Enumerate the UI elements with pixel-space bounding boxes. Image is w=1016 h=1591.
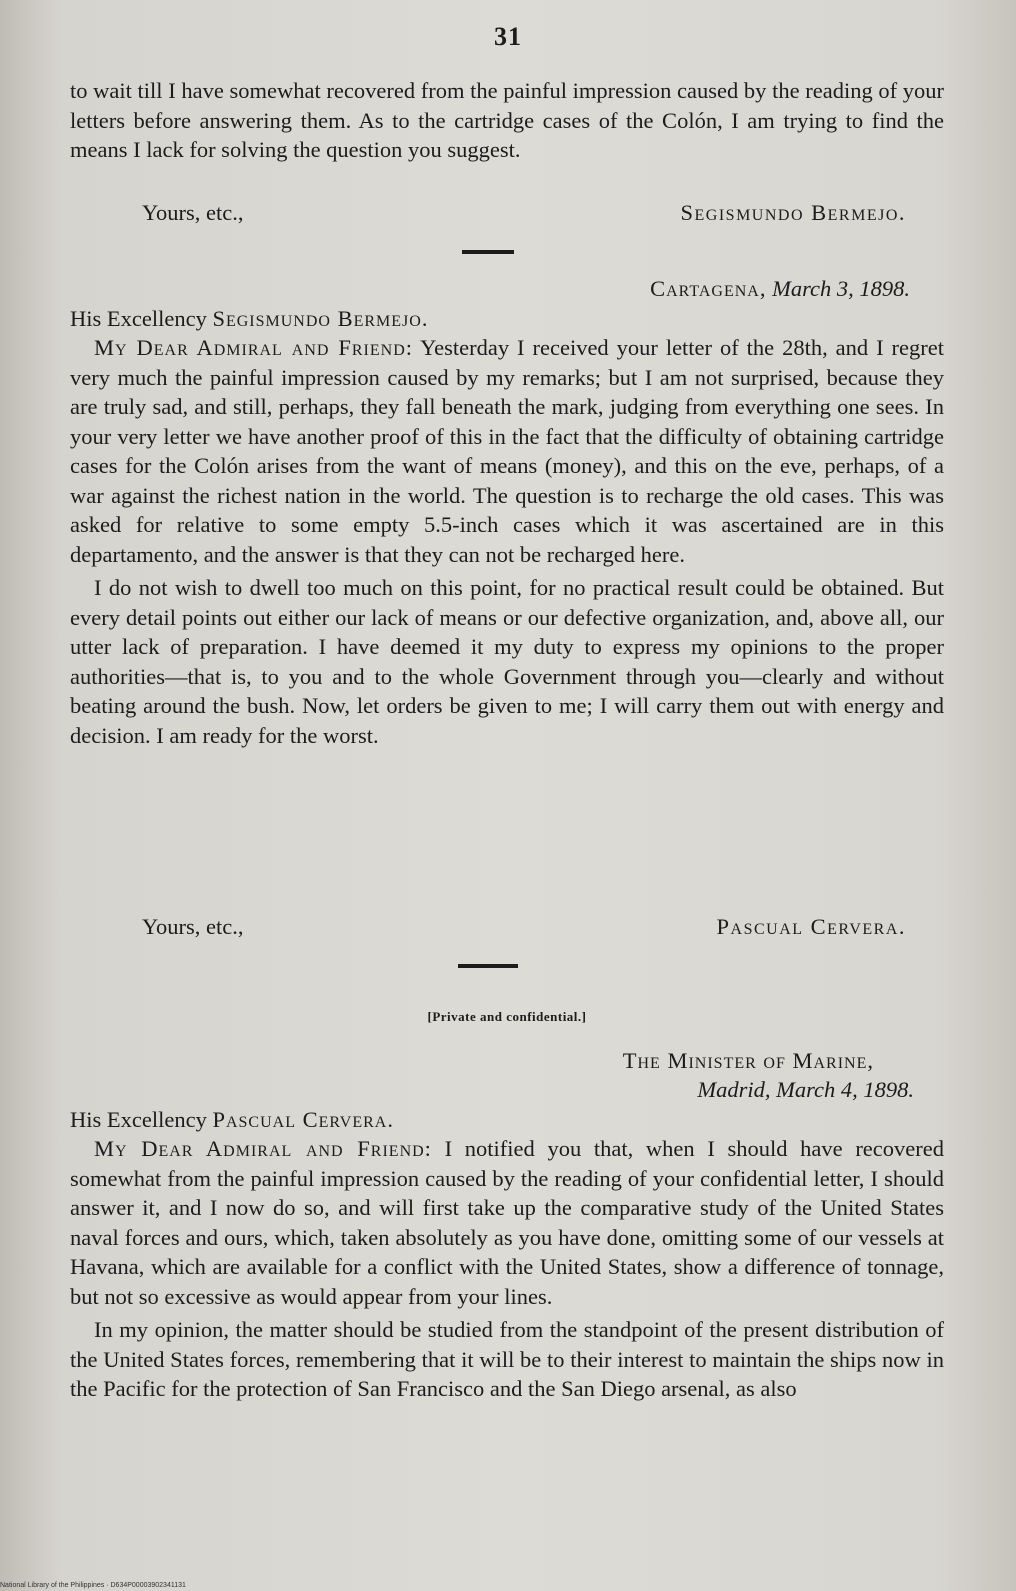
salutation: My Dear Admiral and Friend: [94, 1136, 432, 1161]
confidential-note: [Private and confidential.] [427, 1009, 587, 1024]
page-number: 31 [494, 22, 522, 51]
paragraph: to wait till I have somewhat recovered from the painful impression caused by the reading of your letters before answering them. As to the cartridge cases of the Colón, I am trying to find the means I lack for solving the question you suggest. [70, 78, 944, 162]
signature-cervera: Pascual Cervera. [716, 914, 906, 939]
addressee-2: His Excellency Segismundo Bermejo. [70, 305, 429, 331]
closing-1 [70, 198, 944, 230]
closing-yours: Yours, etc., [142, 200, 244, 225]
letter-3 [70, 1002, 944, 1404]
paragraph: My Dear Admiral and Friend: I notified you that, when I should have recovered somewhat from the painful impression caused by the reading of your confidential letter, I should answer it, and I now do so, and will first take up the comparative study of the United States naval forces and ours, which, taken absolutely as you have done, omitting some of our vessels at Havana, which are available for a conflict with the United States, show a difference of tonnage, but not so excessive as would appear from your lines. [70, 1136, 944, 1309]
paragraph: I do not wish to dwell too much on this point, for no practical result could be obtained. But every detail points out either our lack of means or our defective organization, and, above all, our utter lack of preparation. I have deemed it my duty to express my opinions to the proper authorities—that is, to you and to the whole Government through you—clearly and without beating around the bush. Now, let orders be given to me; I will carry them out with energy and decision. I am ready for the worst. [70, 575, 944, 748]
addressee-3: His Excellency Pascual Cervera. [70, 1106, 394, 1132]
salutation: My Dear Admiral and Friend: [94, 335, 414, 360]
closing-2 [70, 912, 944, 944]
dateline-2 [70, 274, 944, 304]
signature-bermejo: Segismundo Bermejo. [680, 200, 906, 225]
letter-2 [70, 274, 944, 750]
date: March 3, 1898. [772, 276, 910, 301]
letter-body-1 [70, 76, 944, 165]
paragraph: In my opinion, the matter should be studied from the standpoint of the present distribution of the United States forces, remembering that it will be to their interest to maintain the ships now in the Pacific for the protection of San Francisco and the San Diego arsenal, as also [70, 1317, 944, 1401]
dateline-3: Madrid, March 4, 1898. [697, 1077, 914, 1102]
place: Cartagena, [650, 276, 767, 301]
separator-rule [458, 964, 518, 968]
separator-rule [462, 250, 514, 254]
from-line: The Minister of Marine, [622, 1047, 874, 1073]
scan-footer: National Library of the Philippines · D634P00003902341131 [0, 1582, 186, 1589]
closing-yours: Yours, etc., [142, 914, 244, 939]
paragraph: My Dear Admiral and Friend: Yesterday I received your letter of the 28th, and I regret very much the painful impression caused by my remarks; but I am not surprised, because they are truly sad, and still, perhaps, they fall beneath the mark, judging from everything one sees. In your very letter we have another proof of this in the fact that the difficulty of obtaining cartridge cases for the Colón arises from the want of means (money), and this on the eve, perhaps, of a war against the richest nation in the world. The question is to recharge the old cases. This was asked for relative to some empty 5.5-inch cases which it was ascertained are in this departamento, and the answer is that they can not be recharged here. [70, 335, 945, 567]
